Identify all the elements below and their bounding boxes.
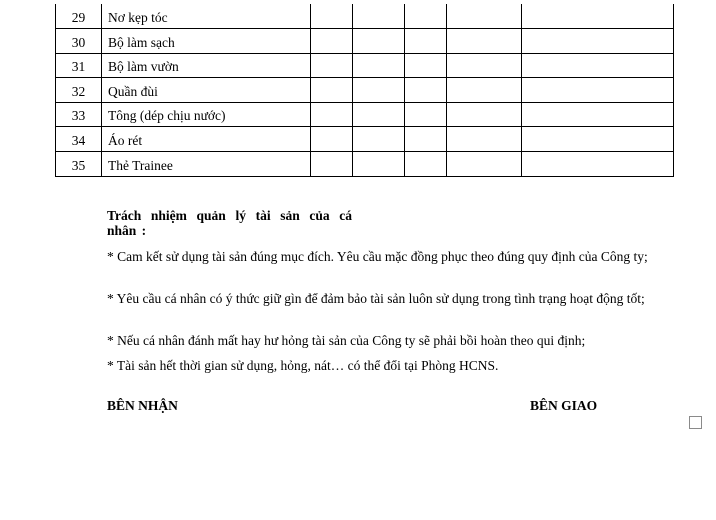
asset-name: Nơ kẹp tóc	[102, 4, 311, 29]
checkbox-marker[interactable]	[689, 416, 702, 429]
empty-cell	[405, 152, 447, 177]
row-number: 35	[56, 152, 102, 177]
empty-cell	[311, 4, 353, 29]
empty-cell	[353, 53, 405, 78]
row-number: 33	[56, 102, 102, 127]
empty-cell	[522, 4, 674, 29]
asset-name: Tông (dép chịu nước)	[102, 102, 311, 127]
empty-cell	[447, 78, 522, 103]
empty-cell	[522, 29, 674, 54]
empty-cell	[353, 102, 405, 127]
asset-name: Quần đùi	[102, 78, 311, 103]
responsibility-item-3: * Nếu cá nhân đánh mất hay hư hỏng tài sản của Công ty sẽ phải bồi hoàn theo qui định;	[107, 333, 586, 348]
asset-name: Bộ làm sạch	[102, 29, 311, 54]
responsibility-item-1: * Cam kết sử dụng tài sản đúng mục đích. Yêu cầu mặc đồng phục theo đúng quy định của Công ty;	[107, 249, 648, 264]
empty-cell	[405, 29, 447, 54]
row-number: 32	[56, 78, 102, 103]
row-number: 29	[56, 4, 102, 29]
empty-cell	[311, 152, 353, 177]
row-number: 31	[56, 53, 102, 78]
table-row	[56, 78, 674, 103]
empty-cell	[447, 4, 522, 29]
empty-cell	[311, 127, 353, 152]
responsibility-item-4: * Tài sản hết thời gian sử dụng, hỏng, nát… có thể đổi tại Phòng HCNS.	[107, 358, 499, 373]
table-row	[56, 152, 674, 177]
empty-cell	[522, 152, 674, 177]
empty-cell	[405, 4, 447, 29]
empty-cell	[447, 29, 522, 54]
table-row	[56, 127, 674, 152]
empty-cell	[522, 53, 674, 78]
table-row	[56, 4, 674, 29]
empty-cell	[447, 102, 522, 127]
empty-cell	[311, 78, 353, 103]
empty-cell	[311, 102, 353, 127]
empty-cell	[405, 102, 447, 127]
empty-cell	[447, 152, 522, 177]
table-row	[56, 29, 674, 54]
empty-cell	[405, 78, 447, 103]
empty-cell	[311, 29, 353, 54]
responsibility-title: Trách nhiệm quản lý tài sản của cá nhân :	[107, 208, 352, 238]
empty-cell	[405, 53, 447, 78]
empty-cell	[353, 127, 405, 152]
empty-cell	[353, 78, 405, 103]
empty-cell	[522, 127, 674, 152]
row-number: 30	[56, 29, 102, 54]
asset-name: Áo rét	[102, 127, 311, 152]
asset-name: Thẻ Trainee	[102, 152, 311, 177]
table-row	[56, 102, 674, 127]
row-number: 34	[56, 127, 102, 152]
asset-table	[55, 4, 674, 177]
giver-signature-label: BÊN GIAO	[530, 398, 598, 413]
table-row	[56, 53, 674, 78]
empty-cell	[353, 152, 405, 177]
empty-cell	[405, 127, 447, 152]
empty-cell	[353, 29, 405, 54]
empty-cell	[522, 102, 674, 127]
receiver-signature-label: BÊN NHẬN	[107, 398, 178, 413]
empty-cell	[522, 78, 674, 103]
empty-cell	[447, 53, 522, 78]
empty-cell	[447, 127, 522, 152]
responsibility-item-2: * Yêu cầu cá nhân có ý thức giữ gìn để đảm bảo tài sản luôn sử dụng trong tình trạng hoạt động tốt;	[107, 291, 645, 306]
empty-cell	[311, 53, 353, 78]
empty-cell	[353, 4, 405, 29]
asset-name: Bộ làm vườn	[102, 53, 311, 78]
